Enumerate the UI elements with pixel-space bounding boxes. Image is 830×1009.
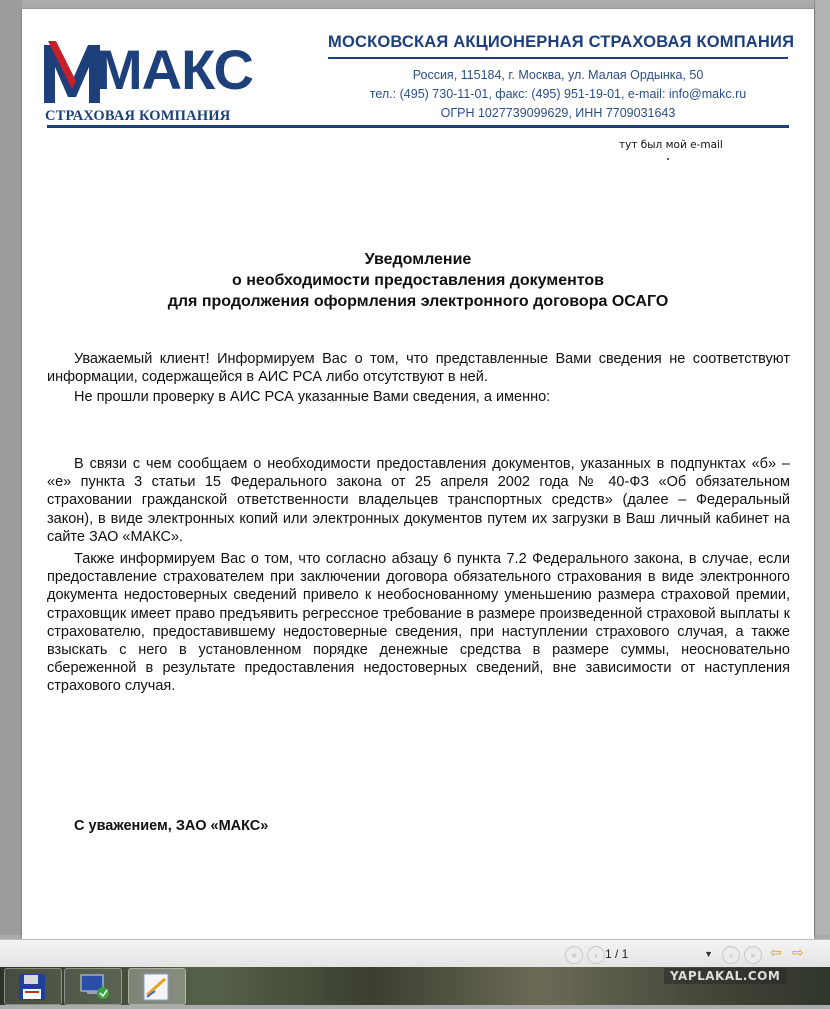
- title-line-1: Уведомление: [364, 251, 472, 268]
- chevron-down-icon[interactable]: ▼: [704, 949, 713, 959]
- forward-arrow-icon[interactable]: ⇨: [792, 944, 804, 960]
- document-pen-icon: [129, 969, 185, 1004]
- taskbar-network-app[interactable]: [64, 968, 122, 1005]
- company-logo: [42, 37, 253, 129]
- prev-page-icon[interactable]: ‹: [587, 946, 605, 964]
- viewer-left-margin: [0, 0, 22, 935]
- last-page-icon[interactable]: »: [744, 946, 762, 964]
- paragraph-greeting: Уважаемый клиент! Информируем Вас о том, что представленные Вами сведения не соответствуют информации, содержащейся в АИС РСА либо отсутствуют в ней.: [47, 351, 790, 386]
- taskbar: [0, 967, 830, 1005]
- page-number: 1 / 1: [605, 947, 629, 961]
- header-divider: [328, 57, 788, 59]
- notice-title: [22, 249, 814, 312]
- letterhead-divider: [47, 125, 789, 128]
- back-arrow-icon[interactable]: ⇦: [770, 944, 782, 960]
- main-block: [47, 455, 790, 696]
- paragraph-failed-check: Не прошли проверку в АИС РСА указанные Вами сведения, а именно:: [74, 389, 551, 406]
- computer-network-icon: [65, 969, 121, 1004]
- logo-wordmark: МАКС: [96, 38, 253, 101]
- title-line-2: о необходимости предоставления документов: [232, 272, 604, 289]
- taskbar-save-app[interactable]: [4, 968, 62, 1005]
- page-indicator[interactable]: [605, 945, 713, 963]
- first-page-icon[interactable]: «: [565, 946, 583, 964]
- paragraph-regress-warning: Также информируем Вас о том, что согласно абзацу 6 пункта 7.2 Федерального закона, в случае, если предоставление страхователем при заключении договора обязательного страхования в виде электронного документа недостоверных сведений привело к необоснованному уменьшению размера страховой премии, страховщик имеет право предъявить регрессное требование в размере произведенной страховой выплаты к страхователю, предоставившему недостоверные сведения, при наступлении страхового случая, а также взыскать с него в установленном порядке денежные средства в размере суммы, неосновательно сбереженной в результате предоставления недостоверных сведений, вне зависимости от наступления страхового случая.: [47, 551, 790, 695]
- company-contacts: [328, 66, 788, 123]
- email-note: тут был мой e-mail: [619, 139, 723, 151]
- taskbar-document-app[interactable]: [128, 968, 186, 1005]
- company-registration: ОГРН 1027739099629, ИНН 7709031643: [440, 106, 676, 120]
- company-phones: тел.: (495) 730-11-01, факс: (495) 951-19-01, e-mail: info@makc.ru: [369, 87, 747, 101]
- next-page-icon[interactable]: ›: [722, 946, 740, 964]
- viewer-toolbar: [0, 939, 830, 968]
- intro-block: [47, 350, 790, 407]
- watermark: YAPLAKAL.COM: [664, 968, 786, 984]
- logo-m-icon: [42, 37, 102, 107]
- signature: С уважением, ЗАО «МАКС»: [74, 818, 269, 834]
- document-page: [22, 9, 814, 939]
- floppy-disk-icon: [5, 969, 61, 1004]
- company-name: МОСКОВСКАЯ АКЦИОНЕРНАЯ СТРАХОВАЯ КОМПАНИЯ: [328, 33, 795, 51]
- title-line-3: для продолжения оформления электронного договора ОСАГО: [167, 293, 669, 310]
- stray-dot: [667, 158, 669, 160]
- paragraph-documents-request: В связи с чем сообщаем о необходимости предоставления документов, указанных в подпунктах «б» – «е» пункта 3 статьи 15 Федерального закона от 25 апреля 2002 года № 40-ФЗ «Об обязательном страховании гражданской ответственности владельцев транспортных средств» (далее – Федеральный закон), в виде электронных копий или электронных документов путем их загрузки в Ваш личный кабинет на сайте ЗАО «МАКС».: [47, 456, 790, 545]
- logo-subtitle: СТРАХОВАЯ КОМПАНИЯ: [45, 108, 231, 124]
- viewer-scrollbar[interactable]: [814, 0, 830, 935]
- company-address: Россия, 115184, г. Москва, ул. Малая Ордынка, 50: [412, 68, 704, 82]
